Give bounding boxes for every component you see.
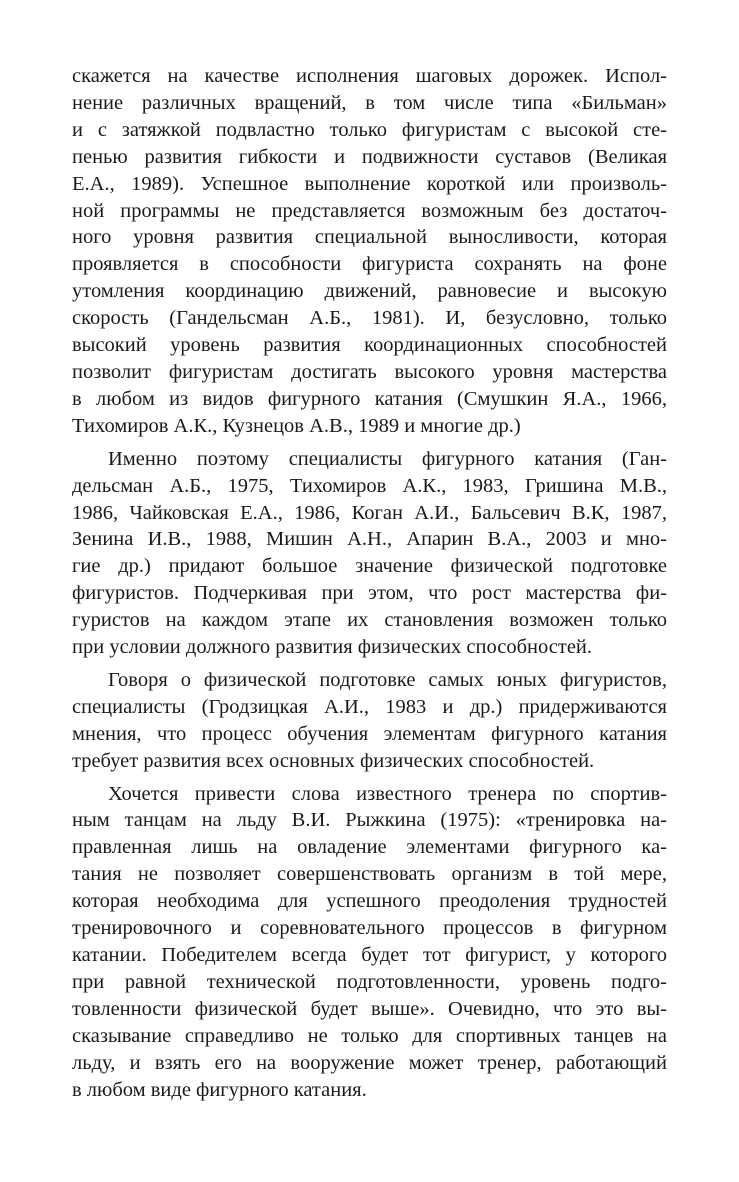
text-line: пенью развития гибкости и подвижности суставов (Великая — [72, 145, 667, 168]
text-line: специалисты (Гродзицкая А.И., 1983 и др.) придерживаются — [72, 695, 667, 718]
text-line: гуристов на каждом этапе их становления возможен только — [72, 609, 667, 632]
text-line: фигуристов. Подчеркивая при этом, что рост мастерства фи- — [72, 582, 667, 605]
text-line: сказывание справедливо не только для спортивных танцев на — [72, 1024, 667, 1047]
text-line: гие др.) придают большое значение физической подготовке — [72, 555, 667, 578]
text-line: 1986, Чайковская Е.А., 1986, Коган А.И., Бальсевич В.К, 1987, — [72, 501, 667, 524]
text-line: нение различных вращений, в том числе типа «Бильман» — [72, 91, 667, 114]
text-line: тренировочного и соревновательного процессов в фигурном — [72, 917, 667, 940]
text-line: при равной технической подготовленности, уровень подго- — [72, 970, 667, 993]
text-line: дельсман А.Б., 1975, Тихомиров А.К., 1983, Гришина М.В., — [72, 474, 667, 497]
text-line: скорость (Гандельсман А.Б., 1981). И, безусловно, только — [72, 307, 667, 330]
paragraph-3 — [72, 667, 667, 775]
text-line: тания не позволяет совершенствовать организм в той мере, — [72, 863, 667, 886]
text-line: катании. Победителем всегда будет тот фигурист, у которого — [72, 944, 667, 966]
text-line: и с затяжкой подвластно только фигуристам с высокой сте- — [72, 118, 667, 141]
text-line: ной программы не представляется возможным без достаточ- — [72, 199, 667, 222]
paragraph-4 — [72, 781, 667, 1104]
text-line: Хочется привести слова известного тренера по спортив- — [108, 782, 667, 805]
text-line: скажется на качестве исполнения шаговых дорожек. Испол- — [72, 65, 667, 87]
text-line: Тихомиров А.К., Кузнецов А.В., 1989 и многие др.) — [72, 414, 521, 437]
text-line: Именно поэтому специалисты фигурного катания (Ган- — [108, 447, 667, 470]
text-line: в любом из видов фигурного катания (Смушкин Я.А., 1966, — [72, 387, 667, 410]
text-line: позволит фигуристам достигать высокого уровня мастерства — [72, 360, 667, 383]
text-line: в любом виде фигурного катания. — [72, 1078, 367, 1101]
text-line: требует развития всех основных физических способностей. — [72, 749, 595, 772]
text-line: Е.А., 1989). Успешное выполнение короткой или произволь- — [72, 172, 667, 195]
text-line: Зенина И.В., 1988, Мишин А.Н., Апарин В.А., 2003 и мно- — [72, 528, 667, 551]
text-line: при условии должного развития физических способностей. — [72, 636, 593, 659]
text-line: Говоря о физической подготовке самых юных фигуристов, — [108, 668, 667, 691]
text-line: ным танцам на льду В.И. Рыжкина (1975): «тренировка на- — [72, 809, 667, 832]
text-line: товленности физической будет выше». Очевидно, что это вы- — [72, 997, 667, 1020]
text-line: которая необходима для успешного преодоления трудностей — [72, 890, 667, 913]
text-line: утомления координацию движений, равновесие и высокую — [72, 280, 667, 303]
book-page-text — [72, 63, 667, 1109]
text-line: ного уровня развития специальной выносливости, которая — [72, 226, 667, 249]
paragraph-1 — [72, 63, 667, 440]
paragraph-2 — [72, 446, 667, 661]
text-line: мнения, что процесс обучения элементам фигурного катания — [72, 722, 667, 745]
text-line: проявляется в способности фигуриста сохранять на фоне — [72, 253, 667, 276]
text-line: правленная лишь на овладение элементами фигурного ка- — [72, 836, 667, 859]
text-line: льду, и взять его на вооружение может тренер, работающий — [72, 1051, 667, 1074]
text-line: высокий уровень развития координационных способностей — [72, 334, 667, 357]
